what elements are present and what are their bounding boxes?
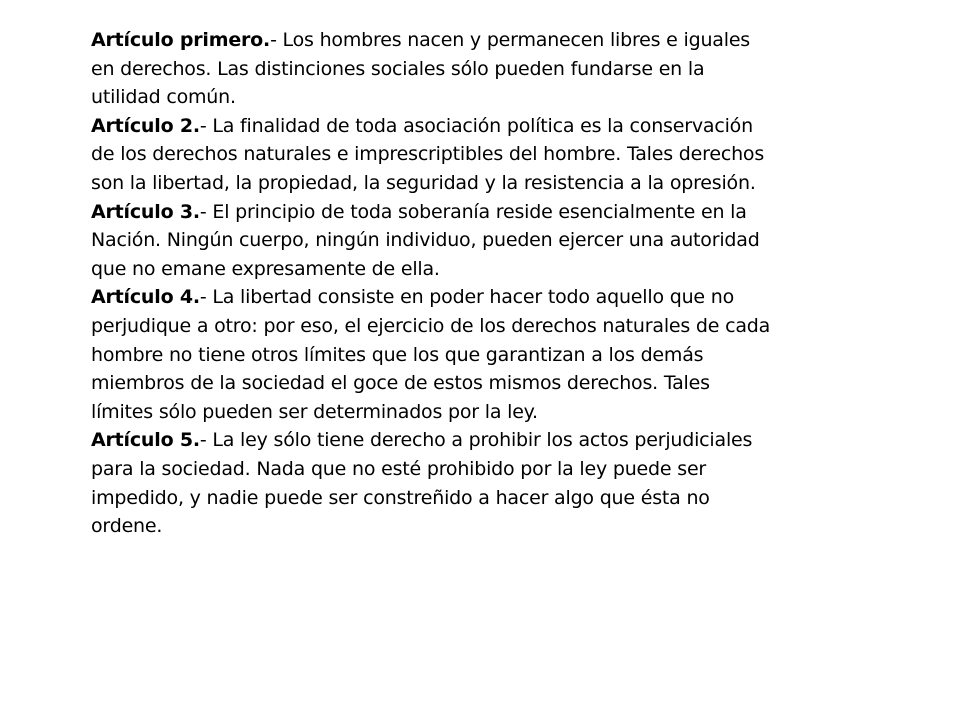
article-text: - La ley sólo tiene derecho a prohibir los actos perjudiciales para la sociedad. Nada que no esté prohibido por la ley puede ser impedido, y nadie puede ser constreñido a hacer algo que ésta no ordene.: [91, 429, 753, 538]
article-2: [91, 112, 771, 198]
article-heading: Artículo 4.: [91, 286, 200, 309]
document-body: [91, 26, 771, 541]
article-5: [91, 426, 771, 540]
article-4: [91, 283, 771, 426]
article-3: [91, 198, 771, 284]
article-text: - El principio de toda soberanía reside esencialmente en la Nación. Ningún cuerpo, ningún individuo, pueden ejercer una autoridad que no emane expresamente de ella.: [91, 200, 760, 280]
article-heading: Artículo 3.: [91, 200, 200, 223]
article-heading: Artículo primero.: [91, 29, 271, 51]
article-text: - La libertad consiste en poder hacer todo aquello que no perjudique a otro: por eso, el ejercicio de los derechos naturales de cada hombre no tiene otros límites que los que garantizan a los demás miembros de la sociedad el goce de estos mismos derechos. Tales límites sólo pueden ser determinados por la ley.: [91, 286, 771, 423]
article-text: - La finalidad de toda asociación política es la conservación de los derechos naturales e imprescriptibles del hombre. Tales derechos son la libertad, la propiedad, la seguridad y la resistencia a la opresión.: [91, 114, 765, 194]
article-1: [91, 26, 771, 112]
article-heading: Artículo 5.: [91, 429, 200, 452]
article-heading: Artículo 2.: [91, 114, 200, 137]
article-text: - Los hombres nacen y permanecen libres e iguales en derechos. Las distinciones sociales sólo pueden fundarse en la utilidad común.: [91, 29, 751, 109]
